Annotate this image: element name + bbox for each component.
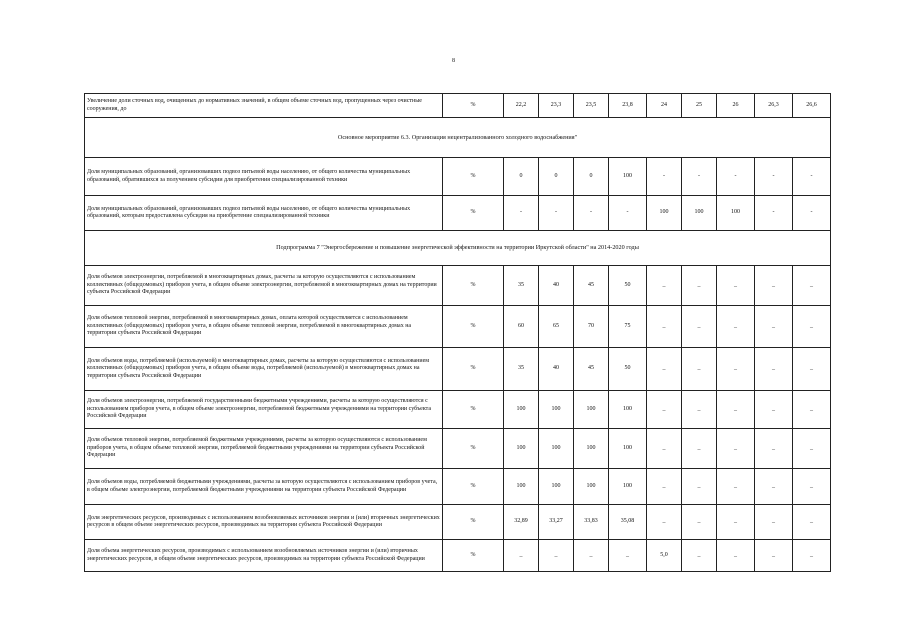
value-cell: _	[682, 429, 717, 469]
value-cell: -	[609, 196, 647, 231]
value-cell: _	[647, 391, 682, 429]
table-row	[85, 505, 831, 540]
table-row	[85, 348, 831, 391]
unit-cell: %	[443, 348, 504, 391]
value-cell: _	[755, 348, 793, 391]
value-cell: _	[682, 469, 717, 505]
value-cell: 100	[504, 429, 539, 469]
value-cell: -	[682, 158, 717, 196]
value-cell: 50	[609, 348, 647, 391]
value-cell: _	[755, 391, 793, 429]
value-cell: _	[574, 540, 609, 572]
section-title: Основное мероприятие 6.3. Организация нецентрализованного холодного водоснабжения"	[85, 118, 831, 158]
value-cell: 35	[504, 348, 539, 391]
indicator-description: Доля объемов электроэнергии, потребляемой государственными бюджетными учреждениями, расчеты за которую осуществляются с использованием приборов учета, в общем объеме электроэнергии, потребляемой бюджетными учреждениями на территории субъекта Российской Федерации	[85, 391, 443, 429]
table-row	[85, 196, 831, 231]
value-cell: 65	[539, 306, 574, 348]
table-row	[85, 540, 831, 572]
value-cell: _	[755, 505, 793, 540]
value-cell: 22,2	[504, 94, 539, 118]
value-cell: _	[717, 505, 755, 540]
unit-cell: %	[443, 505, 504, 540]
section-header-row	[85, 118, 831, 158]
value-cell: _	[504, 540, 539, 572]
unit-cell: %	[443, 469, 504, 505]
value-cell: 100	[504, 391, 539, 429]
value-cell: _	[539, 540, 574, 572]
value-cell: 5,0	[647, 540, 682, 572]
value-cell: 40	[539, 266, 574, 306]
value-cell: 24	[647, 94, 682, 118]
value-cell: _	[793, 348, 831, 391]
value-cell: _	[717, 266, 755, 306]
table-row	[85, 429, 831, 469]
value-cell: _	[647, 348, 682, 391]
indicator-description: Доля объемов воды, потребляемой бюджетными учреждениями, расчеты за которую осуществляются с использованием приборов учета, в общем объеме электроэнергии, потребляемой бюджетными учреждениями на территории субъекта Российской Федерации	[85, 469, 443, 505]
indicator-description: Доля объемов воды, потребляемой (используемой) в многоквартирных домах, расчеты за которую осуществляются с использованием коллективных (общедомовых) приборов учета, в общем объеме воды, потребляемой (используемой) в многоквартирных домах на территории субъекта Российской Федерации	[85, 348, 443, 391]
indicator-description: Доля муниципальных образований, организовавших подвоз питьевой воды населению, от общего количества муниципальных образований, которым предоставлена субсидия на приобретение специализированной техники	[85, 196, 443, 231]
value-cell: 100	[717, 196, 755, 231]
value-cell: _	[793, 266, 831, 306]
value-cell: 0	[539, 158, 574, 196]
value-cell: -	[504, 196, 539, 231]
value-cell: _	[717, 391, 755, 429]
indicators-table	[84, 93, 831, 572]
value-cell: 100	[609, 469, 647, 505]
value-cell: _	[755, 540, 793, 572]
value-cell: 33,27	[539, 505, 574, 540]
value-cell: 26	[717, 94, 755, 118]
value-cell: -	[793, 196, 831, 231]
value-cell: 40	[539, 348, 574, 391]
value-cell: _	[647, 429, 682, 469]
value-cell: _	[682, 348, 717, 391]
value-cell: 23,3	[539, 94, 574, 118]
value-cell: 100	[574, 391, 609, 429]
value-cell: 100	[539, 391, 574, 429]
indicator-description: Доля муниципальных образований, организовавших подвоз питьевой воды населению, от общего количества муниципальных образований, обратившихся за получением субсидии для приобретения специализированной техники	[85, 158, 443, 196]
value-cell: _	[793, 306, 831, 348]
value-cell: _	[793, 540, 831, 572]
value-cell: 23,5	[574, 94, 609, 118]
value-cell: _	[717, 348, 755, 391]
value-cell: _	[793, 469, 831, 505]
unit-cell: %	[443, 306, 504, 348]
value-cell: -	[793, 158, 831, 196]
indicator-description: Увеличение доли сточных вод, очищенных до нормативных значений, в общем объеме сточных вод, пропущенных через очистные сооружения, до	[85, 94, 443, 118]
value-cell: 33,83	[574, 505, 609, 540]
value-cell: 100	[682, 196, 717, 231]
value-cell: _	[793, 429, 831, 469]
page-number: 8	[452, 58, 455, 64]
value-cell: -	[574, 196, 609, 231]
value-cell: 100	[504, 469, 539, 505]
value-cell: 100	[609, 429, 647, 469]
value-cell: _	[682, 505, 717, 540]
value-cell: 50	[609, 266, 647, 306]
value-cell: 75	[609, 306, 647, 348]
value-cell: _	[717, 469, 755, 505]
table-row	[85, 306, 831, 348]
table-row	[85, 94, 831, 118]
value-cell: 70	[574, 306, 609, 348]
value-cell: _	[647, 469, 682, 505]
unit-cell: %	[443, 196, 504, 231]
value-cell: _	[717, 540, 755, 572]
value-cell: _	[647, 306, 682, 348]
value-cell: 100	[647, 196, 682, 231]
value-cell: 35,08	[609, 505, 647, 540]
value-cell: _	[647, 266, 682, 306]
section-title: Подпрограмма 7 "Энергосбережение и повышение энергетической эффективности на территории Иркутской области" на 2014-2020 годы	[85, 231, 831, 266]
value-cell: 25	[682, 94, 717, 118]
value-cell: 32,89	[504, 505, 539, 540]
value-cell: 100	[609, 391, 647, 429]
value-cell: _	[682, 540, 717, 572]
indicator-description: Доля объема энергетических ресурсов, производимых с использованием возобновляемых источников энергии и (или) вторичных энергетических ресурсов, в общем объеме энергетических ресурсов, производимых на территории субъекта Российской Федерации	[85, 540, 443, 572]
unit-cell: %	[443, 540, 504, 572]
table-row	[85, 158, 831, 196]
value-cell: _	[609, 540, 647, 572]
value-cell: _	[682, 306, 717, 348]
section-header-row	[85, 231, 831, 266]
unit-cell: %	[443, 429, 504, 469]
value-cell: -	[755, 196, 793, 231]
unit-cell: %	[443, 266, 504, 306]
value-cell: _	[717, 306, 755, 348]
value-cell: _	[793, 391, 831, 429]
table-row	[85, 391, 831, 429]
value-cell: 26,6	[793, 94, 831, 118]
value-cell: 0	[574, 158, 609, 196]
value-cell: -	[755, 158, 793, 196]
value-cell: 35	[504, 266, 539, 306]
table-row	[85, 469, 831, 505]
value-cell: _	[755, 266, 793, 306]
indicator-description: Доля объемов электроэнергии, потребляемой в многоквартирных домах, расчеты за которую осуществляются с использованием коллективных (общедомовых) приборов учета, в общем объеме электроэнергии, потребляемой в многоквартирных домах на территории субъекта Российской Федерации	[85, 266, 443, 306]
value-cell: -	[647, 158, 682, 196]
value-cell: -	[539, 196, 574, 231]
value-cell: _	[682, 391, 717, 429]
value-cell: 100	[539, 429, 574, 469]
value-cell: 26,3	[755, 94, 793, 118]
value-cell: _	[682, 266, 717, 306]
value-cell: -	[717, 158, 755, 196]
value-cell: 100	[539, 469, 574, 505]
value-cell: 60	[504, 306, 539, 348]
unit-cell: %	[443, 94, 504, 118]
value-cell: 45	[574, 266, 609, 306]
value-cell: _	[793, 505, 831, 540]
value-cell: 100	[574, 469, 609, 505]
value-cell: _	[755, 306, 793, 348]
indicator-description: Доля энергетических ресурсов, производимых с использованием возобновляемых источников энергии и (или) вторичных энергетических ресурсов в общем объеме энергетических ресурсов, производимых на территории субъекта Российской Федерации	[85, 505, 443, 540]
value-cell: 100	[609, 158, 647, 196]
value-cell: _	[647, 505, 682, 540]
indicator-description: Доля объемов тепловой энергии, потребляемой бюджетными учреждениями, расчеты за которую осуществляются с использованием приборов учета, в общем объеме тепловой энергии, потребляемой бюджетными учреждениями на территории субъекта Российской Федерации	[85, 429, 443, 469]
indicator-description: Доля объемов тепловой энергии, потребляемой в многоквартирных домах, оплата которой осуществляется с использованием коллективных (общедомовых) приборов учета, в общем объеме тепловой энергии, потребляемой в многоквартирных домах на территории субъекта Российской Федерации	[85, 306, 443, 348]
value-cell: _	[717, 429, 755, 469]
value-cell: 100	[574, 429, 609, 469]
value-cell: _	[755, 429, 793, 469]
unit-cell: %	[443, 158, 504, 196]
value-cell: _	[755, 469, 793, 505]
unit-cell: %	[443, 391, 504, 429]
value-cell: 45	[574, 348, 609, 391]
value-cell: 23,8	[609, 94, 647, 118]
value-cell: 0	[504, 158, 539, 196]
table-row	[85, 266, 831, 306]
